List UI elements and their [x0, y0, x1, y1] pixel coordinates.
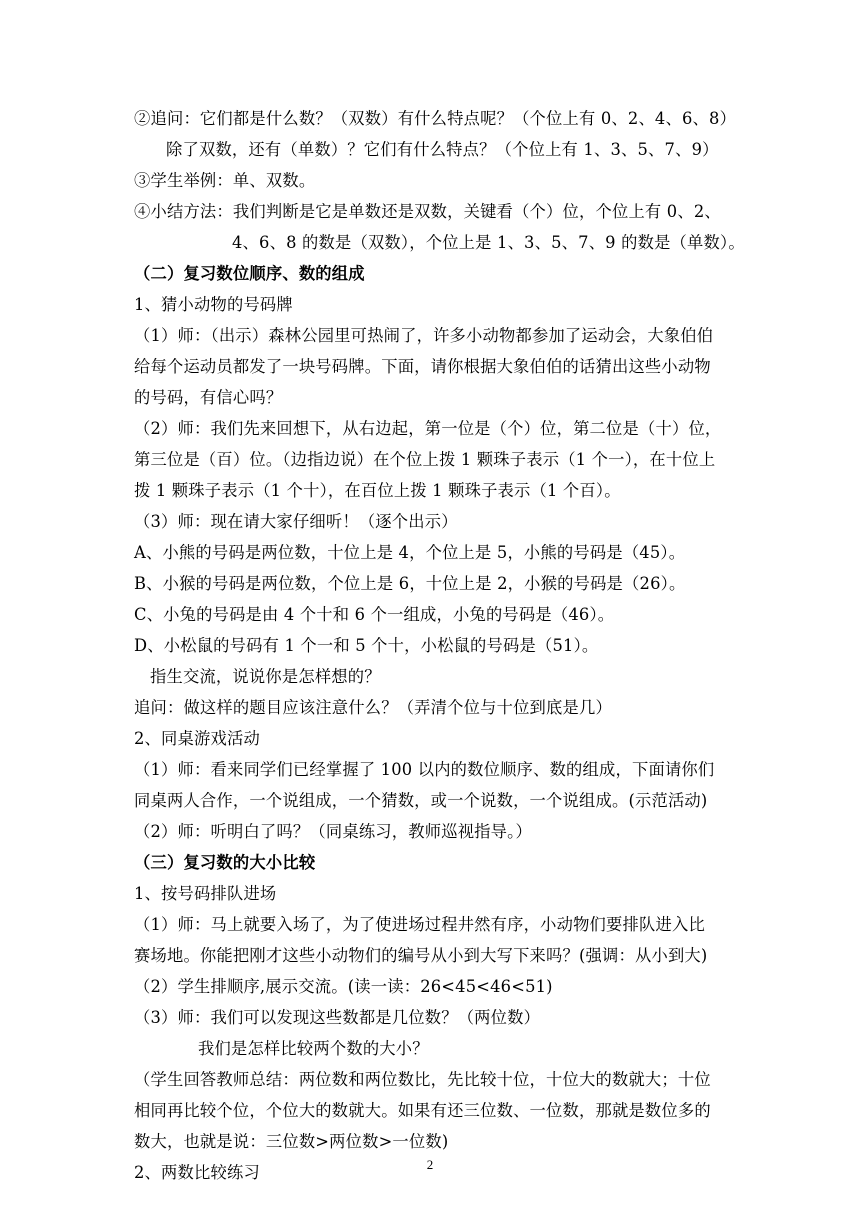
text-line: 4、6、8 的数是（双数），个位上是 1、3、5、7、9 的数是（单数）。 [232, 233, 745, 252]
text-line: 追问：做这样的题目应该注意什么？（弄清个位与十位到底是几） [134, 698, 612, 717]
text-line: 的号码，有信心吗？ [134, 388, 283, 407]
section-heading: （二）复习数位顺序、数的组成 [134, 264, 365, 283]
text-line: ③学生举例：单、双数。 [134, 171, 316, 190]
text-line: 给每个运动员都发了一块号码牌。下面，请你根据大象伯伯的话猜出这些小动物 [134, 357, 711, 376]
text-line: ②追问：它们都是什么数？（双数）有什么特点呢？（个位上有 0、2、4、6、8） [134, 109, 737, 128]
text-line: D、小松鼠的号码有 1 个一和 5 个十，小松鼠的号码是（51）。 [134, 636, 599, 655]
text-line: 拨 1 颗珠子表示（1 个十），在百位上拨 1 颗珠子表示（1 个百）。 [134, 481, 621, 500]
subsection-heading: 2、同桌游戏活动 [134, 729, 260, 748]
text-line: B、小猴的号码是两位数，个位上是 6，十位上是 2，小猴的号码是（26）。 [134, 574, 686, 593]
text-line: 第三位是（百）位。（边指边说）在个位上拨 1 颗珠子表示（1 个一），在十位上 [134, 450, 716, 469]
text-line: 同桌两人合作，一个说组成，一个猜数，或一个说数，一个说组成。(示范活动) [134, 791, 708, 810]
text-line: ④小结方法：我们判断是它是单数还是双数，关键看（个）位，个位上有 0、2、 [134, 202, 721, 221]
text-line: 相同再比较个位，个位大的数就大。如果有还三位数、一位数，那就是数位多的 [134, 1101, 711, 1120]
text-line: （1）师：看来同学们已经掌握了 100 以内的数位顺序、数的组成，下面请你们 [134, 760, 715, 779]
section-heading: （三）复习数的大小比较 [134, 853, 316, 872]
text-line: C、小兔的号码是由 4 个十和 6 个一组成，小兔的号码是（46）。 [134, 605, 615, 624]
text-line: （2）师：听明白了吗？（同桌练习，教师巡视指导。） [134, 822, 532, 841]
text-line: （1）师：（出示）森林公园里可热闹了，许多小动物都参加了运动会，大象伯伯 [134, 326, 714, 345]
text-line: （2）学生排顺序,展示交流。(读一读：26<45<46<51) [134, 977, 553, 996]
text-line: A、小熊的号码是两位数，十位上是 4，个位上是 5，小熊的号码是（45）。 [134, 543, 686, 562]
text-line: （2）师：我们先来回想下，从右边起，第一位是（个）位，第二位是（十）位， [134, 419, 722, 438]
page-number: 2 [426, 1157, 434, 1172]
text-line: 我们是怎样比较两个数的大小？ [198, 1039, 429, 1058]
text-line: （3）师：我们可以发现这些数都是几位数？（两位数） [134, 1008, 541, 1027]
subsection-heading: 1、按号码排队进场 [134, 884, 277, 903]
text-line: （3）师：现在请大家仔细听！（逐个出示） [134, 512, 458, 531]
subsection-heading: 2、两数比较练习 [134, 1163, 260, 1182]
text-line: 除了双数，还有（单数）？它们有什么特点？（个位上有 1、3、5、7、9） [166, 140, 719, 159]
text-line: 指生交流，说说你是怎样想的？ [150, 667, 381, 686]
text-line: 数大，也就是说：三位数>两位数>一位数) [134, 1132, 449, 1151]
subsection-heading: 1、猜小动物的号码牌 [134, 295, 293, 314]
text-line: （学生回答教师总结：两位数和两位数比，先比较十位，十位大的数就大；十位 [134, 1070, 711, 1089]
text-line: 赛场地。你能把刚才这些小动物们的编号从小到大写下来吗？(强调：从小到大) [134, 946, 708, 965]
text-line: （1）师：马上就要入场了，为了使进场过程井然有序，小动物们要排队进入比 [134, 915, 705, 934]
